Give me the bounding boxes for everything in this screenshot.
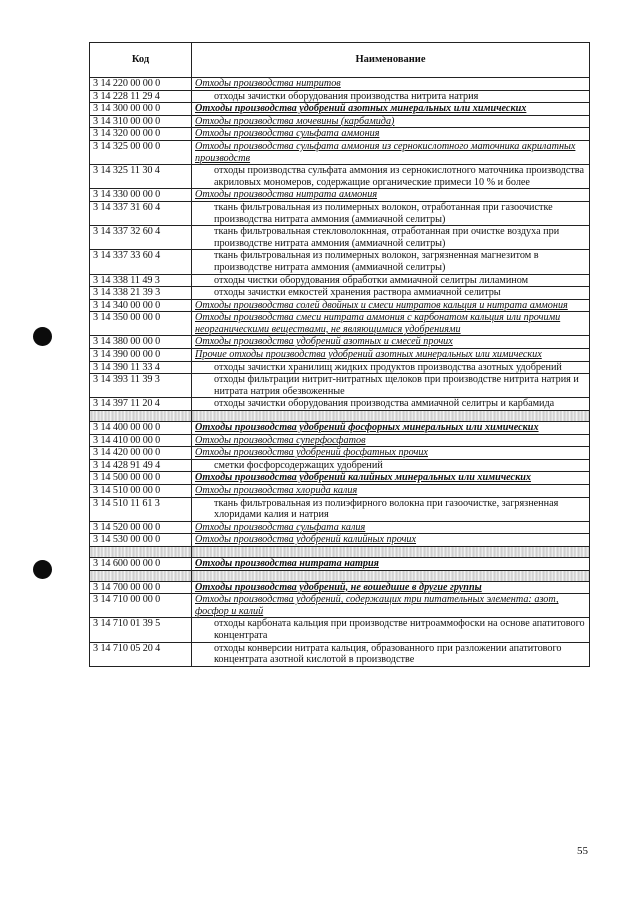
table-row: [90, 274, 590, 287]
waste-name-cell: отходы зачистки оборудования производства нитрита натрия: [192, 90, 590, 103]
waste-name-cell: Отходы производства хлорида калия: [192, 485, 590, 498]
table-row: [90, 534, 590, 547]
column-header-name: Наименование: [192, 43, 590, 78]
waste-name-cell: Отходы производства удобрений калийных прочих: [192, 534, 590, 547]
waste-code-cell: 3 14 300 00 00 0: [90, 103, 192, 116]
waste-code-cell: 3 14 380 00 00 0: [90, 336, 192, 349]
waste-code-cell: [90, 546, 192, 557]
table-row: [90, 299, 590, 312]
waste-code-cell: 3 14 500 00 00 0: [90, 472, 192, 485]
waste-name-cell: Отходы производства сульфата калия: [192, 521, 590, 534]
waste-name-cell: Отходы производства нитрата аммония: [192, 189, 590, 202]
waste-name-cell: Отходы производства удобрений, не вошедшие в другие группы: [192, 581, 590, 594]
waste-code-cell: 3 14 710 05 20 4: [90, 642, 192, 666]
waste-name-cell: ткань фильтровальная из полимерных волокон, загрязненная магнезитом в производстве нитрата аммония (аммиачной селитры): [192, 250, 590, 274]
waste-code-cell: 3 14 510 00 00 0: [90, 485, 192, 498]
waste-name-cell: отходы чистки оборудования обработки аммиачной селитры лиламином: [192, 274, 590, 287]
table-separator-row: [90, 570, 590, 581]
waste-code-cell: 3 14 397 11 20 4: [90, 398, 192, 411]
waste-name-cell: Отходы производства нитрата натрия: [192, 557, 590, 570]
table-row: [90, 226, 590, 250]
waste-name-cell: отходы производства сульфата аммония из сернокислотного маточника производства акриловых мономеров, содержащие органические примеси 10 % и более: [192, 165, 590, 189]
table-row: [90, 201, 590, 225]
table-row: [90, 165, 590, 189]
waste-code-cell: 3 14 400 00 00 0: [90, 422, 192, 435]
waste-name-cell: сметки фосфорсодержащих удобрений: [192, 459, 590, 472]
waste-code-cell: 3 14 700 00 00 0: [90, 581, 192, 594]
table-header-row: [90, 43, 590, 78]
waste-code-cell: 3 14 600 00 00 0: [90, 557, 192, 570]
waste-code-cell: 3 14 510 11 61 3: [90, 497, 192, 521]
table-row: [90, 250, 590, 274]
waste-code-cell: 3 14 390 00 00 0: [90, 349, 192, 362]
waste-name-cell: ткань фильтровальная из полиэфирного волокна при газоочистке, загрязненная хлоридами калия и натрия: [192, 497, 590, 521]
waste-code-cell: 3 14 390 11 33 4: [90, 361, 192, 374]
table-row: [90, 361, 590, 374]
table-row: [90, 103, 590, 116]
waste-code-cell: 3 14 330 00 00 0: [90, 189, 192, 202]
waste-name-cell: Отходы производства удобрений калийных минеральных или химических: [192, 472, 590, 485]
table-row: [90, 557, 590, 570]
waste-code-cell: 3 14 393 11 39 3: [90, 374, 192, 398]
waste-name-cell: Отходы производства удобрений фосфорных минеральных или химических: [192, 422, 590, 435]
waste-name-cell: Отходы производства нитритов: [192, 78, 590, 91]
table-row: [90, 287, 590, 300]
waste-name-cell: ткань фильтровальная стекловолокнная, отработанная при очистке воздуха при производстве нитрата аммония (аммиачной селитры): [192, 226, 590, 250]
table-row: [90, 618, 590, 642]
waste-code-cell: 3 14 337 32 60 4: [90, 226, 192, 250]
waste-name-cell: отходы зачистки хранилищ жидких продуктов производства азотных удобрений: [192, 361, 590, 374]
waste-code-cell: 3 14 338 11 49 3: [90, 274, 192, 287]
waste-name-cell: отходы фильтрации нитрит-нитратных щелоков при производстве нитрита натрия и нитрата натрия обезвоженные: [192, 374, 590, 398]
table-row: [90, 374, 590, 398]
table-separator-row: [90, 546, 590, 557]
waste-code-cell: 3 14 520 00 00 0: [90, 521, 192, 534]
waste-code-cell: 3 14 428 91 49 4: [90, 459, 192, 472]
table-row: [90, 642, 590, 666]
table-row: [90, 398, 590, 411]
waste-name-cell: [192, 570, 590, 581]
waste-name-cell: отходы зачистки емкостей хранения раствора аммиачной селитры: [192, 287, 590, 300]
table-row: [90, 312, 590, 336]
waste-code-cell: 3 14 310 00 00 0: [90, 115, 192, 128]
table-row: [90, 497, 590, 521]
page-number: 55: [577, 845, 588, 857]
waste-name-cell: Отходы производства смеси нитрата аммония с карбонатом кальция или прочими неорганическими веществами, не являющимися удобрениями: [192, 312, 590, 336]
waste-catalog-table: [89, 42, 590, 667]
waste-code-cell: 3 14 420 00 00 0: [90, 447, 192, 460]
table-row: [90, 189, 590, 202]
table-row: [90, 422, 590, 435]
table-row: [90, 472, 590, 485]
waste-name-cell: Отходы производства сульфата аммония: [192, 128, 590, 141]
waste-name-cell: Отходы производства сульфата аммония из сернокислотного маточника акрилатных производств: [192, 140, 590, 164]
waste-code-cell: 3 14 530 00 00 0: [90, 534, 192, 547]
waste-code-cell: 3 14 337 31 60 4: [90, 201, 192, 225]
waste-name-cell: [192, 411, 590, 422]
waste-name-cell: Отходы производства удобрений фосфатных прочих: [192, 447, 590, 460]
waste-code-cell: [90, 570, 192, 581]
table-row: [90, 336, 590, 349]
table-row: [90, 485, 590, 498]
waste-code-cell: 3 14 320 00 00 0: [90, 128, 192, 141]
table-row: [90, 447, 590, 460]
waste-code-cell: 3 14 710 01 39 5: [90, 618, 192, 642]
waste-name-cell: Отходы производства удобрений азотных и смесей прочих: [192, 336, 590, 349]
waste-code-cell: 3 14 325 11 30 4: [90, 165, 192, 189]
waste-code-cell: 3 14 337 33 60 4: [90, 250, 192, 274]
waste-code-cell: 3 14 410 00 00 0: [90, 434, 192, 447]
waste-code-cell: 3 14 340 00 00 0: [90, 299, 192, 312]
waste-name-cell: Отходы производства солей двойных и смеси нитратов кальция и нитрата аммония: [192, 299, 590, 312]
waste-code-cell: 3 14 228 11 29 4: [90, 90, 192, 103]
table-separator-row: [90, 411, 590, 422]
waste-name-cell: Отходы производства мочевины (карбамида): [192, 115, 590, 128]
waste-name-cell: отходы карбоната кальция при производстве нитроаммофоски на основе апатитового концентрата: [192, 618, 590, 642]
waste-name-cell: отходы зачистки оборудования производства аммиачной селитры и карбамида: [192, 398, 590, 411]
table-row: [90, 459, 590, 472]
waste-code-cell: [90, 411, 192, 422]
table-row: [90, 581, 590, 594]
waste-name-cell: Отходы производства удобрений азотных минеральных или химических: [192, 103, 590, 116]
waste-name-cell: отходы конверсии нитрата кальция, образованного при разложении апатитового концентрата азотной кислотой в производстве: [192, 642, 590, 666]
column-header-code: Код: [90, 43, 192, 78]
waste-code-cell: 3 14 220 00 00 0: [90, 78, 192, 91]
waste-code-cell: 3 14 710 00 00 0: [90, 594, 192, 618]
punch-hole-lower: [33, 560, 52, 579]
table-row: [90, 90, 590, 103]
waste-name-cell: Отходы производства удобрений, содержащих три питательных элемента: азот, фосфор и калий: [192, 594, 590, 618]
table-row: [90, 128, 590, 141]
waste-code-cell: 3 14 350 00 00 0: [90, 312, 192, 336]
waste-name-cell: ткань фильтровальная из полимерных волокон, отработанная при газоочистке производства нитрата аммония (аммиачной селитры): [192, 201, 590, 225]
waste-name-cell: [192, 546, 590, 557]
punch-hole-upper: [33, 327, 52, 346]
table-row: [90, 521, 590, 534]
table-row: [90, 115, 590, 128]
table-body: [90, 78, 590, 667]
waste-code-cell: 3 14 338 21 39 3: [90, 287, 192, 300]
table-row: [90, 349, 590, 362]
table-row: [90, 140, 590, 164]
waste-name-cell: Отходы производства суперфосфатов: [192, 434, 590, 447]
table-row: [90, 594, 590, 618]
waste-code-cell: 3 14 325 00 00 0: [90, 140, 192, 164]
table-row: [90, 434, 590, 447]
waste-name-cell: Прочие отходы производства удобрений азотных минеральных или химических: [192, 349, 590, 362]
table-row: [90, 78, 590, 91]
